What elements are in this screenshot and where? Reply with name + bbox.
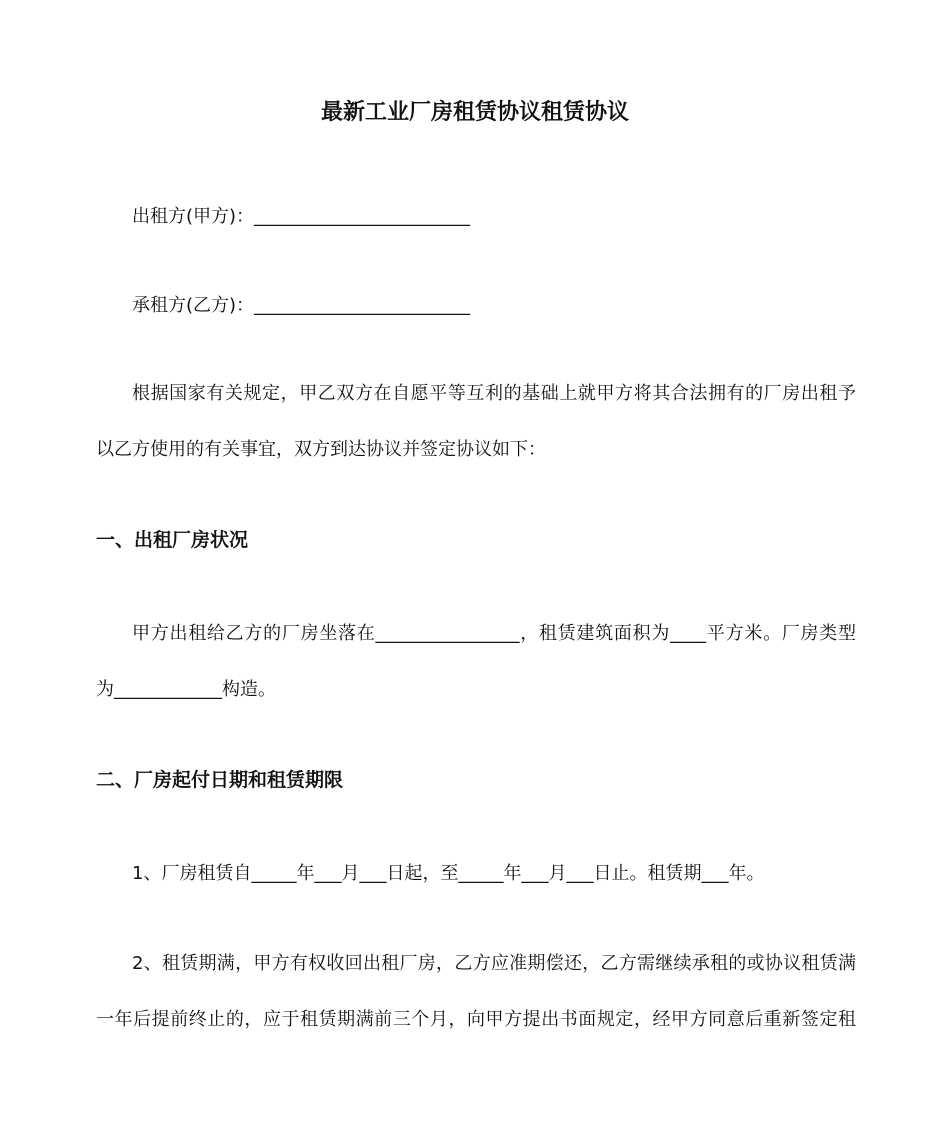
section-1-line-2: 为____________构造。 — [96, 679, 276, 700]
section-2-item-1: 1、厂房租赁自_____年___月___日起，至_____年___月___日止。租赁期___年。 — [132, 863, 765, 884]
lessor-line: 出租方(甲方)：________________________ — [132, 206, 471, 227]
document-title: 最新工业厂房租赁协议租赁协议 — [320, 100, 629, 125]
intro-paragraph-line-1: 根据国家有关规定，甲乙双方在自愿平等互利的基础上就甲方将其合法拥有的厂房出租予 — [132, 383, 856, 404]
section-1-heading: 一、出租厂房状况 — [96, 529, 249, 551]
intro-paragraph-line-2: 以乙方使用的有关事宜，双方到达协议并签定协议如下： — [96, 439, 546, 460]
section-2-item-2-line-1: 2、租赁期满，甲方有权收回出租厂房，乙方应准期偿还，乙方需继续承租的或协议租赁满 — [132, 953, 856, 974]
section-2-item-2-line-2: 一年后提前终止的，应于租赁期满前三个月，向甲方提出书面规定，经甲方同意后重新签定租 — [96, 1009, 856, 1030]
section-2-heading: 二、厂房起付日期和租赁期限 — [96, 769, 344, 791]
section-1-line-1: 甲方出租给乙方的厂房坐落在________________，租赁建筑面积为____平方米。厂房类型 — [132, 623, 856, 644]
lessee-line: 承租方(乙方)：________________________ — [132, 295, 471, 316]
